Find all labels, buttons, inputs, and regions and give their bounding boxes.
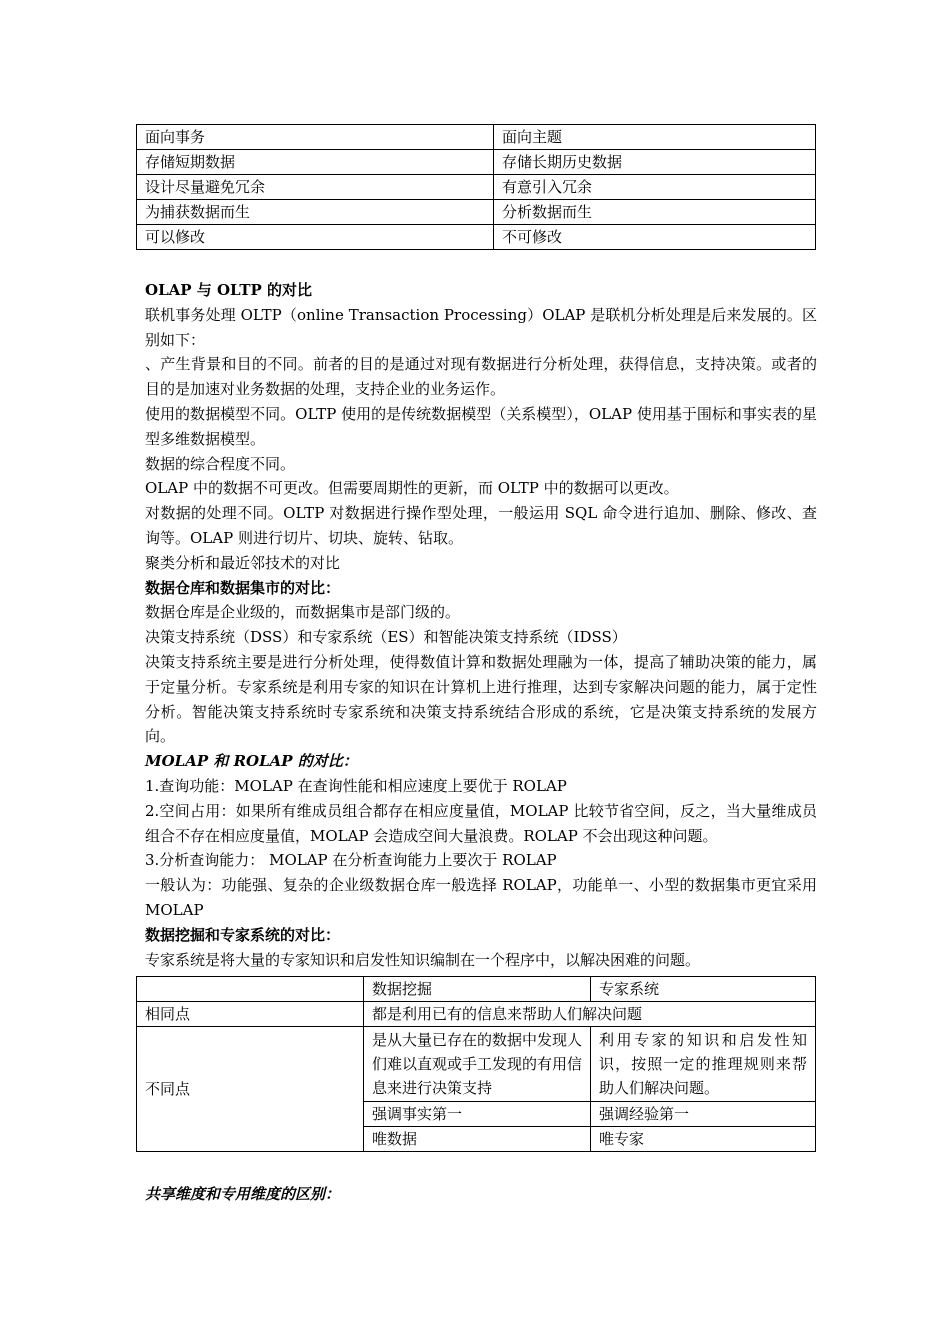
table-cell: 利用专家的知识和启发性知识，按照一定的推理规则来帮助人们解决问题。 [591, 1027, 816, 1102]
section-heading: MOLAP 和 ROLAP 的对比： [145, 752, 358, 771]
dm-vs-es-table [136, 976, 816, 1152]
document-body [145, 278, 817, 972]
paragraph: 1.查询功能：MOLAP 在查询性能和相应速度上要优于 ROLAP [145, 776, 567, 795]
paragraph: 决策支持系统主要是进行分析处理，使得数值计算和数据处理融为一体，提高了辅助决策的能力，属于定量分析。专家系统是利用专家的知识在计算机上进行推理，达到专家解决问题的能力，属于定性分析。智能决策支持系统时专家系统和决策支持系统结合形成的系统，它是决策支持系统的发展方向。 [145, 652, 817, 746]
paragraph: 联机事务处理 OLTP（online Transaction Processing）OLAP 是联机分析处理是后来发展的。区别如下： [145, 305, 817, 349]
paragraph: 数据的综合程度不同。 [145, 454, 296, 473]
table-row [137, 150, 816, 175]
paragraph: 、产生背景和目的不同。前者的目的是通过对现有数据进行分析处理，获得信息，支持决策。或者的目的是加速对业务数据的处理，支持企业的业务运作。 [145, 355, 817, 399]
paragraph: 3.分析查询能力： MOLAP 在分析查询能力上要次于 ROLAP [145, 851, 557, 870]
table-row [137, 125, 816, 150]
table-cell: 都是利用已有的信息来帮助人们解决问题 [364, 1002, 816, 1027]
table-row [137, 200, 816, 225]
table-cell: 强调经验第一 [591, 1102, 816, 1127]
table-row [137, 977, 816, 1002]
table-cell: 相同点 [137, 1002, 364, 1027]
paragraph: 一般认为：功能强、复杂的企业级数据仓库一般选择 ROLAP，功能单一、小型的数据集市更宜采用 MOLAP [145, 876, 817, 919]
table-row [137, 1002, 816, 1027]
table-cell: 存储长期历史数据 [494, 150, 816, 175]
table-cell: 面向事务 [137, 125, 494, 150]
table-cell: 不可修改 [494, 225, 816, 250]
table-cell: 数据挖掘 [364, 977, 591, 1002]
table-row [137, 175, 816, 200]
table-row [137, 225, 816, 250]
table-cell: 唯数据 [364, 1127, 591, 1152]
paragraph: 使用的数据模型不同。OLTP 使用的是传统数据模型（关系模型），OLAP 使用基于围标和事实表的星型多维数据模型。 [145, 404, 817, 448]
paragraph: OLAP 中的数据不可更改。但需要周期性的更新，而 OLTP 中的数据可以更改。 [145, 479, 679, 498]
paragraph: 聚类分析和最近邻技术的对比 [145, 553, 341, 572]
table-row [137, 1027, 816, 1102]
table-cell: 为捕获数据而生 [137, 200, 494, 225]
table-cell: 是从大量已存在的数据中发现人们难以直观或手工发现的有用信息来进行决策支持 [364, 1027, 591, 1102]
table-cell: 分析数据而生 [494, 200, 816, 225]
table-cell: 设计尽量避免冗余 [137, 175, 494, 200]
table-cell: 面向主题 [494, 125, 816, 150]
document-footer-text [145, 1182, 817, 1207]
section-heading: OLAP 与 OLTP 的对比 [145, 281, 313, 299]
table-cell: 专家系统 [591, 977, 816, 1002]
table-cell: 唯专家 [591, 1127, 816, 1152]
table-cell: 强调事实第一 [364, 1102, 591, 1127]
dw-vs-db-table [136, 124, 816, 250]
table-cell [137, 977, 364, 1002]
paragraph: 对数据的处理不同。OLTP 对数据进行操作型处理，一般运用 SQL 命令进行追加、删除、修改、查询等。OLAP 则进行切片、切块、旋转、钻取。 [145, 504, 817, 547]
paragraph: 数据仓库是企业级的，而数据集市是部门级的。 [145, 603, 461, 622]
section-heading: 数据仓库和数据集市的对比： [145, 578, 341, 597]
table-cell: 有意引入冗余 [494, 175, 816, 200]
section-heading: 共享维度和专用维度的区别： [145, 1185, 341, 1203]
table-cell: 存储短期数据 [137, 150, 494, 175]
section-heading: 数据挖掘和专家系统的对比： [145, 925, 341, 944]
paragraph: 专家系统是将大量的专家知识和启发性知识编制在一个程序中，以解决困难的问题。 [145, 950, 701, 969]
table-cell: 可以修改 [137, 225, 494, 250]
table-cell: 不同点 [137, 1027, 364, 1152]
paragraph: 2.空间占用：如果所有维成员组合都存在相应度量值，MOLAP 比较节省空间，反之，当大量维成员组合不存在相应度量值，MOLAP 会造成空间大量浪费。ROLAP 不会出现这种问题。 [145, 801, 817, 845]
paragraph: 决策支持系统（DSS）和专家系统（ES）和智能决策支持系统（IDSS） [145, 628, 627, 647]
